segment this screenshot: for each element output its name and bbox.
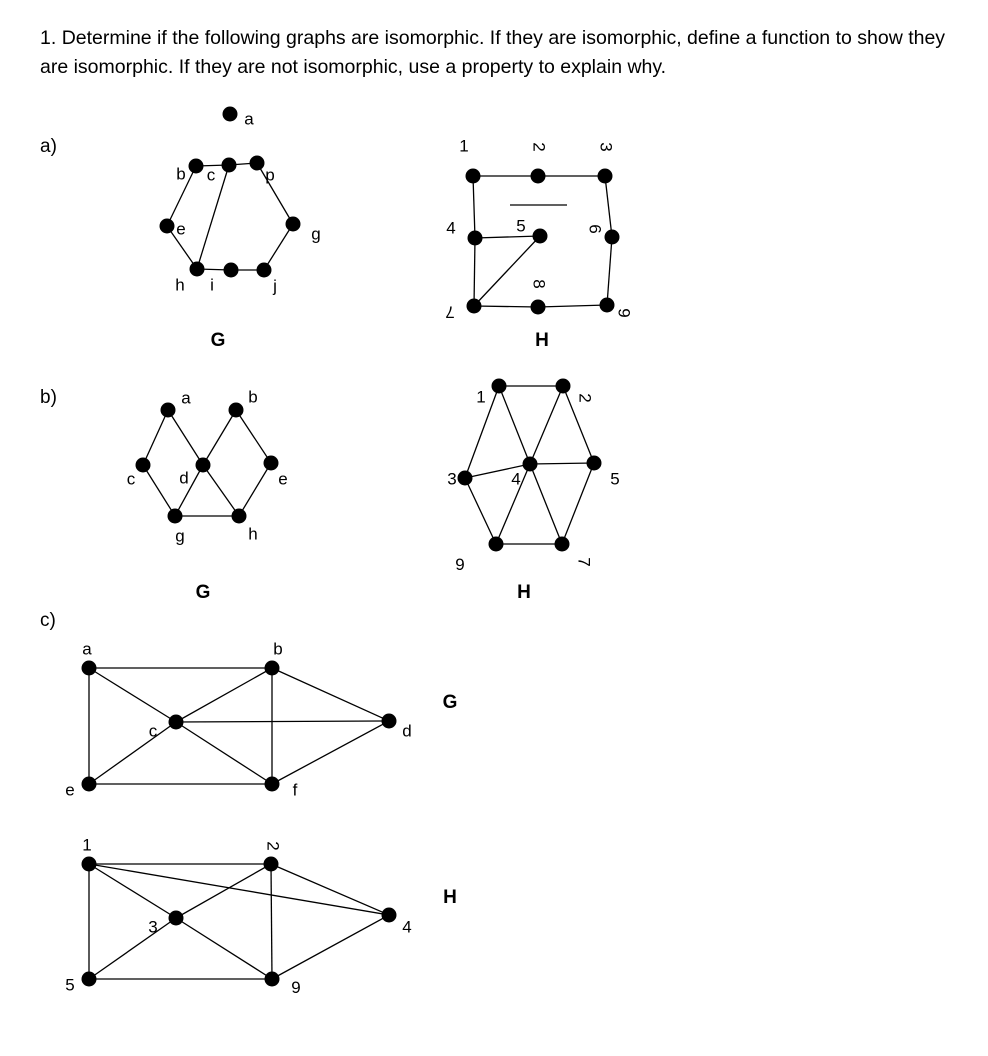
part-b-graph-h-edge-7-5	[562, 463, 594, 544]
part-a-graph-h-edge-6-9	[607, 237, 612, 305]
part-label-b: b)	[40, 387, 57, 408]
part-b-graph-g-label-h: h	[248, 524, 258, 544]
part-c-graph-h-edge-3-2	[176, 864, 271, 918]
part-a-graph-h-label-4: 4	[446, 218, 456, 238]
part-c-graph-h-label-1: 1	[82, 835, 92, 855]
part-a-graph-h	[445, 136, 633, 351]
part-a-graph-h-vertex-8	[531, 300, 546, 315]
part-c-graph-g-vertex-e	[82, 777, 97, 792]
part-c-graph-h-vertex-6	[265, 972, 280, 987]
part-c-graph-h-vertex-3	[169, 911, 184, 926]
part-b-graph-h-vertex-7	[555, 537, 570, 552]
part-b-graph-g-edge-a-c	[143, 410, 168, 465]
part-b-graph-h-vertex-1	[492, 379, 507, 394]
part-c-graph-h-label-6: 6	[291, 977, 301, 997]
part-b-graph-h-vertex-3	[458, 471, 473, 486]
part-a-graph-g-label-b: b	[176, 164, 186, 184]
part-a-graph-g-label-a: a	[244, 109, 254, 129]
part-b-graph-h-label-5: 5	[610, 469, 620, 489]
part-a-graph-h-label-8: 8	[529, 279, 549, 289]
part-c-graph-h-label-3: 3	[148, 917, 158, 937]
part-c-graph-h-vertex-4	[382, 908, 397, 923]
part-c-graph-g-label-f: f	[292, 780, 298, 800]
part-c-graph-h-vertex-2	[264, 857, 279, 872]
part-b-graph-h-label-1: 1	[476, 387, 486, 407]
part-b-graph-h-vertex-2	[556, 379, 571, 394]
part-a-graph-h-vertex-9	[600, 298, 615, 313]
part-c-graph-h-edge-2-6	[271, 864, 272, 979]
part-b-graph-h-label-7: 7	[574, 557, 594, 567]
part-b-graph-h-label-6: 6	[455, 554, 465, 574]
part-c-graph-h-label-2: 2	[263, 841, 283, 851]
part-a-graph-h-label-9: 9	[614, 308, 634, 318]
part-b-graph-h-label-4: 4	[511, 469, 521, 489]
part-c-graph-g-edge-c-d	[176, 721, 389, 722]
part-a-graph-g	[160, 107, 321, 352]
part-c-graph-g-edge-d-f	[272, 721, 389, 784]
part-c-graph-g-vertex-c	[169, 715, 184, 730]
part-c-graph-h-edge-1-3	[89, 864, 176, 918]
part-a-graph-h-edge-4-5	[475, 236, 540, 238]
part-c-graph-h-edge-3-6	[176, 918, 272, 979]
part-c-graph-h-edge-1-4	[89, 864, 389, 915]
part-a-graph-g-vertex-j	[257, 263, 272, 278]
part-b-graph-h-label-3: 3	[447, 469, 457, 489]
part-a-graph-g-vertex-h	[190, 262, 205, 277]
part-a-graph-g-vertex-a	[223, 107, 238, 122]
part-b-graph-h-vertex-4	[523, 457, 538, 472]
part-c-graph-h-edge-2-4	[271, 864, 389, 915]
part-b-graph-h-edge-4-5	[530, 463, 594, 464]
part-a-graph-g-label-i: i	[210, 275, 214, 295]
part-c-graph-g-edge-b-d	[272, 668, 389, 721]
part-b-graph-g-vertex-g	[168, 509, 183, 524]
part-a-graph-h-vertex-7	[467, 299, 482, 314]
part-a-graph-g-label-g: g	[311, 224, 321, 244]
part-b-graph-g-vertex-a	[161, 403, 176, 418]
part-b-graph-h-label-2: 2	[575, 393, 595, 403]
part-c-graph-g-label-d: d	[402, 721, 412, 741]
part-c-graph-h	[65, 835, 457, 996]
part-b-graph-h-vertex-6	[489, 537, 504, 552]
part-b-graph-g-label-g: g	[175, 526, 185, 546]
part-a-graph-g-vertex-c	[222, 158, 237, 173]
part-c-graph-h-vertex-5	[82, 972, 97, 987]
part-c-graph-g-vertex-f	[265, 777, 280, 792]
part-c-graph-h-name: H	[443, 887, 457, 909]
part-a-graph-h-label-1: 1	[459, 136, 469, 156]
part-c-graph-g-name: G	[442, 692, 458, 714]
part-b-graph-h-edge-3-6	[465, 478, 496, 544]
part-b-graph-g-label-c: c	[126, 469, 136, 489]
question-body: Determine if the following graphs are isomorphic. If they are isomorphic, define a function to show they are isomorphic. If they are not isomorphic, use a property to explain why.	[40, 27, 946, 78]
part-b-graph-h	[447, 379, 619, 604]
part-a-graph-g-vertex-b	[189, 159, 204, 174]
part-b-graph-g-edge-b-e	[236, 410, 271, 463]
part-a-graph-h-vertex-1	[466, 169, 481, 184]
part-a-graph-h-label-2: 2	[529, 142, 549, 152]
part-c-graph-g-label-c: c	[148, 721, 158, 741]
part-b-graph-h-edge-1-4	[499, 386, 530, 464]
part-b-graph-g-vertex-c	[136, 458, 151, 473]
part-b-graph-g-edge-c-g	[143, 465, 175, 516]
part-b-graph-g	[127, 387, 288, 603]
question-number: 1.	[40, 27, 57, 49]
part-c-graph-g-edge-c-f	[176, 722, 272, 784]
part-a-graph-h-vertex-5	[533, 229, 548, 244]
part-a-graph-h-label-5: 5	[516, 216, 526, 236]
part-a-graph-g-vertex-i	[224, 263, 239, 278]
part-c-graph-g-label-a: a	[82, 639, 92, 659]
part-c-graph-g-label-b: b	[273, 639, 283, 659]
part-a-graph-g-vertex-g	[286, 217, 301, 232]
part-c-graph-g-edge-a-c	[89, 668, 176, 722]
part-a-graph-g-label-h: h	[175, 275, 185, 295]
part-a-graph-g-label-c: c	[206, 165, 216, 185]
part-b-graph-h-name: H	[517, 582, 531, 604]
part-b-graph-h-edge-2-4	[530, 386, 563, 464]
part-c-graph-g-vertex-b	[265, 661, 280, 676]
part-c-graph-h-label-5: 5	[65, 975, 75, 995]
part-b-graph-g-edge-d-h	[203, 465, 239, 516]
part-a-graph-h-vertex-4	[468, 231, 483, 246]
part-a-graph-g-edge-g-j	[264, 224, 293, 270]
part-c-graph-h-edge-4-6	[272, 915, 389, 979]
part-c-graph-h-edge-5-3	[89, 918, 176, 979]
part-a-graph-h-label-7: 7	[445, 302, 455, 322]
part-b-graph-g-vertex-e	[264, 456, 279, 471]
part-a-graph-h-vertex-2	[531, 169, 546, 184]
part-a-graph-g-label-e: e	[176, 219, 186, 239]
part-b-graph-g-edge-b-d	[203, 410, 236, 465]
part-a-graph-h-vertex-6	[605, 230, 620, 245]
part-b-graph-g-vertex-d	[196, 458, 211, 473]
part-c-graph-g-label-e: e	[65, 780, 75, 800]
part-a-graph-g-label-j: j	[273, 276, 277, 296]
part-a-graph-g-name: G	[210, 330, 226, 352]
part-b-graph-g-label-e: e	[278, 469, 288, 489]
part-a-graph-h-edge-8-9	[538, 305, 607, 307]
part-a-graph-h-vertex-3	[598, 169, 613, 184]
part-b-graph-g-name: G	[195, 582, 211, 604]
part-b-graph-g-vertex-h	[232, 509, 247, 524]
part-a-graph-h-edge-7-8	[474, 306, 538, 307]
part-a-graph-g-label-d: d	[265, 167, 275, 187]
part-c-graph-h-vertex-1	[82, 857, 97, 872]
part-c-graph-g-vertex-d	[382, 714, 397, 729]
part-b-graph-g-label-d: d	[179, 468, 189, 488]
part-a-graph-h-edge-5-7	[474, 236, 540, 306]
part-a-graph-h-edge-1-4	[473, 176, 475, 238]
part-label-a: a)	[40, 136, 57, 157]
part-b-graph-g-vertex-b	[229, 403, 244, 418]
part-c-graph-g-edge-e-c	[89, 722, 176, 784]
part-a-graph-h-edge-4-7	[474, 238, 475, 306]
part-b-graph-h-vertex-5	[587, 456, 602, 471]
part-b-graph-g-label-b: b	[248, 387, 258, 407]
part-a-graph-g-vertex-d	[250, 156, 265, 171]
part-a-graph-h-edge-3-6	[605, 176, 612, 237]
part-c-graph-h-label-4: 4	[402, 917, 412, 937]
part-a-graph-h-label-3: 3	[596, 142, 616, 152]
part-a-graph-h-label-6: 6	[585, 224, 605, 234]
part-label-c: c)	[40, 610, 56, 631]
part-c-graph-g-edge-c-b	[176, 668, 272, 722]
part-a-graph-g-vertex-e	[160, 219, 175, 234]
part-b-graph-g-label-a: a	[181, 388, 191, 408]
part-c-graph-g	[65, 639, 457, 799]
part-a-graph-h-name: H	[535, 330, 549, 352]
part-c-graph-g-vertex-a	[82, 661, 97, 676]
part-b-graph-g-edge-a-d	[168, 410, 203, 465]
part-b-graph-g-edge-e-h	[239, 463, 271, 516]
part-b-graph-h-edge-4-7	[530, 464, 562, 544]
